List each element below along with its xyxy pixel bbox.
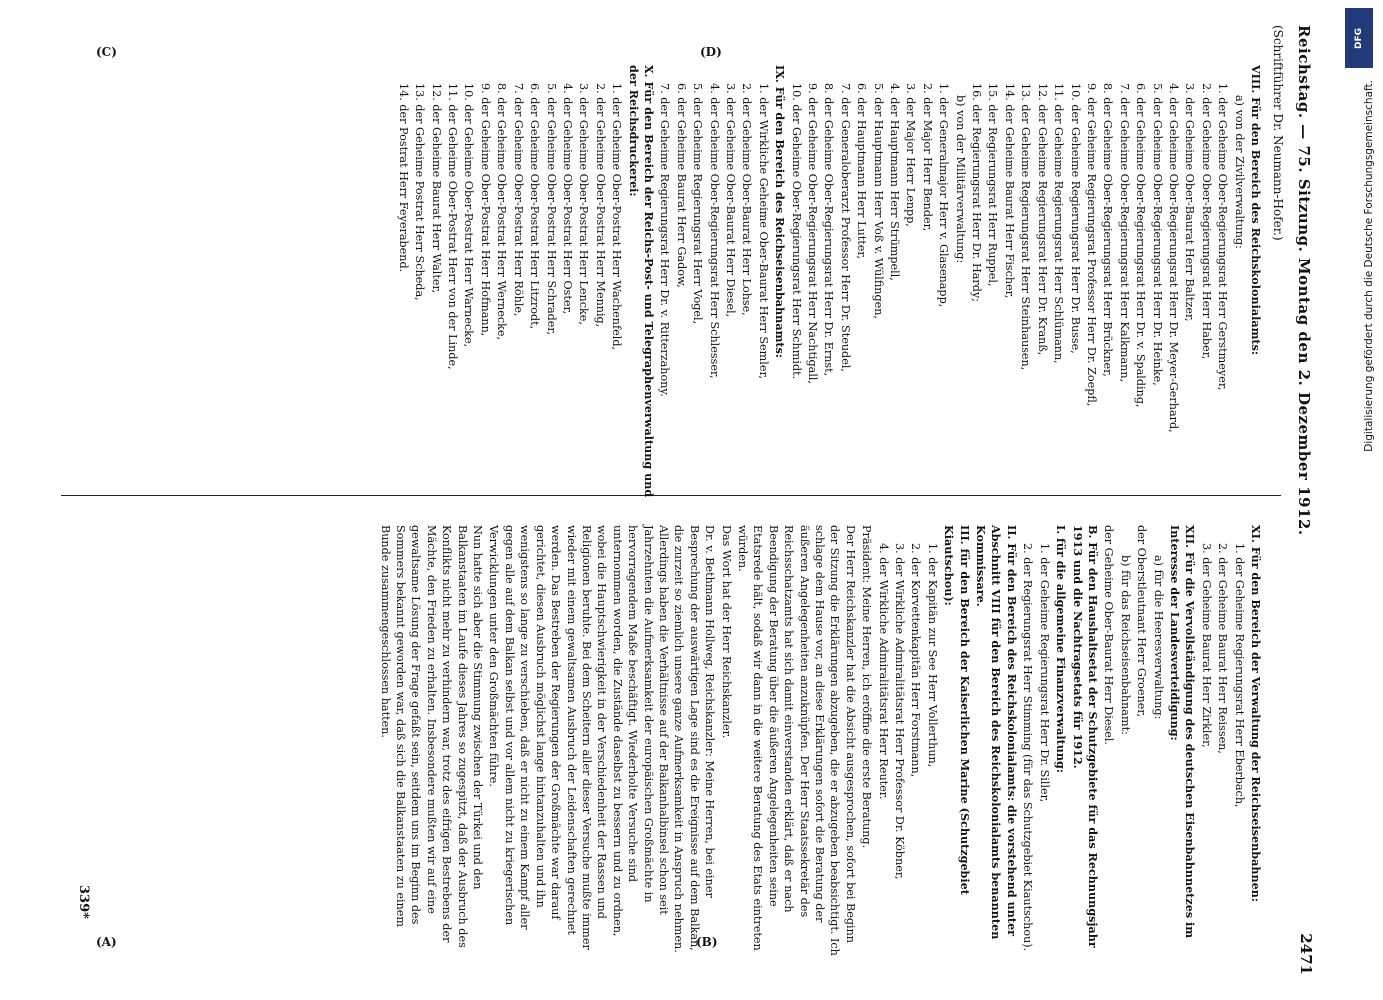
- right-column-line: I. für die allgemeine Finanzverwaltung:: [1054, 525, 1069, 773]
- left-column-line: 8. der Geheime Ober-Postrat Herr Wernecke,: [495, 83, 509, 341]
- left-column-line: 1. der Geheime Ober-Regierungsrat Herr Gerstmeyer,: [1216, 83, 1230, 391]
- left-column-line: 12. der Geheime Regierungsrat Herr Dr. Kranß,: [1035, 83, 1049, 356]
- left-column-line: 1. der Wirkliche Geheime Ober-Baurat Herr Semler,: [756, 83, 770, 380]
- left-column-line: 10. der Geheime Regierungsrat Herr Dr. Busse,: [1068, 83, 1082, 354]
- margin-mark-b: (B): [696, 935, 718, 949]
- right-column-line: der Oberstleutnant Herr Groener,: [1135, 525, 1149, 718]
- right-column-line: Das Wort hat der Herr Reichskanzler.: [719, 525, 733, 739]
- left-column-line: 10. der Geheime Ober-Postrat Herr Warnecke,: [462, 83, 476, 348]
- left-column-line: 15. der Regierungsrat Herr Ruppel,: [986, 83, 1000, 287]
- left-column-line: 9. der Geheime Ober-Postrat Herr Hofmann,: [478, 83, 492, 337]
- left-column-line: 3. der Major Herr Lenpp,: [904, 83, 918, 227]
- right-column-line: 3. der Wirkliche Admiralitätsrat Herr Professor Dr. Köbner,: [893, 543, 907, 880]
- right-column-line: Der Herr Reichskanzler hat die Absicht ausgesprochen, sofort bei Beginn der Sitzung die Erklärungen abzugeben, die er abzugeben beabsichtigt. Ich schlage dem Hause vor, an diese Erklärungen sofort die Beratung der äußeren Angelegenheiten anzuknüpfen. Der Herr Staatssekretär des Reichsschatzamts hat sich damit einverstanden erklärt, daß er nach Beendigung der Beratung über die äußeren Angelegenheiten seine Etatsrede hält, sodaß wir dann in die weitere Beratung des Etats eintreten würden.: [736, 525, 857, 956]
- left-column-line: 6. der Geheime Ober-Postrat Herr Litzrodt,: [528, 83, 542, 330]
- margin-mark-d: (D): [700, 45, 722, 59]
- right-column: [376, 525, 1263, 965]
- left-column-line: 4. der Geheime Ober-Postrat Herr Oster,: [560, 83, 574, 315]
- page-header: [1287, 25, 1321, 975]
- left-column-line: 3. der Geheime Ober-Baurat Herr Baltzer,: [1183, 83, 1197, 322]
- left-column-line: 7. der Geheime Regierungsrat Herr Dr. v. Ritterzahony.: [658, 83, 672, 397]
- left-column-line: 6. der Hauptmann Herr Lutter,: [855, 83, 869, 259]
- left-column-line: 6. der Geheime Baurat Herr Gadow,: [674, 83, 688, 288]
- margin-mark-a: (A): [96, 935, 117, 949]
- left-column-line: 5. der Geheime Ober-Postrat Herr Schrader,: [544, 83, 558, 336]
- right-column-line: XII. Für die Vervollständigung des deutschen Eisenbahnnetzes im Interesse der Landesverteidigung:: [1167, 525, 1198, 939]
- left-column-line: 2. der Geheime Ober-Regierungsrat Herr Haber,: [1199, 83, 1213, 360]
- right-column-line: a) für die Heeresverwaltung:: [1151, 555, 1165, 720]
- right-column-line: 1. der Kapitän zur See Herr Vollerthun,: [925, 543, 939, 768]
- left-column-line: 1. der Geheime Ober-Postrat Herr Wachenfeld,: [610, 83, 624, 351]
- header-title: Reichstag. — 75. Sitzung. Montag den 2. Dezember 1912.: [1295, 25, 1313, 536]
- digitization-credit: Digitalisierung gefördert durch die Deutsche Forschungsgemeinschaft.: [1363, 80, 1375, 452]
- left-column-line: 7. der Geheime Ober-Regierungsrat Herr Kalkmann,: [1117, 83, 1131, 383]
- right-column-line: Nun hatte sich aber die Stimmung zwischen der Türkei und den Balkanstaaten im Laufe dieses Jahres so zugespitzt, daß der Ausbruch des Konflikts nicht mehr zu verhindern war, trotz des eifrigen Bestrebens der Mächte, den Frieden zu erhalten. Insbesondere mußten wir auf eine gewaltsame Lösung der Frage gefaßt sein, seitdem uns im Beginn des Sommers bekannt geworden war, daß sich die Balkanstaaten zu einem Bunde zusammengeschlossen hatten.: [378, 525, 485, 948]
- left-column-line: 13. der Geheime Postrat Herr Scheda,: [413, 83, 427, 301]
- left-column-line: 4. der Hauptmann Herr Strümpell,: [888, 83, 902, 281]
- right-column-line: Präsident: Meine Herren, ich eröffne die erste Beratung.: [860, 525, 874, 849]
- right-column-line: II. Für den Bereich des Reichskolonialamts: die vorstehend unter Abschnitt VIII für den Bereich des Reichskolonialamts benannten Kommissare.: [974, 525, 1019, 940]
- left-column-line: 11. der Geheime Ober-Postrat Herr von der Linde,: [446, 83, 460, 370]
- left-column-line: VIII. Für den Bereich des Reichskolonialamts:: [1249, 65, 1263, 356]
- left-column-line: 8. der Geheime Ober-Regierungsrat Herr Dr. Ernst,: [822, 83, 836, 377]
- dfg-logo: DFG: [1345, 8, 1373, 68]
- left-column-line: 3. der Geheime Ober-Postrat Herr Lencke,: [577, 83, 591, 325]
- left-column-line: 2. der Geheime Ober-Baurat Herr Lohse,: [740, 83, 754, 316]
- left-column-line: 14. der Postrat Herr Feyerabend.: [396, 83, 410, 273]
- right-column-line: B. Für den Haushaltsetat der Schutzgebiete für das Rechnungsjahr 1913 und die Nachtragsetats für 1912.: [1070, 525, 1100, 948]
- page-footer: 339*: [76, 885, 91, 919]
- left-column-line: 9. der Geheime Regierungsrat Professor Herr Dr. Zoepfl,: [1084, 83, 1098, 407]
- left-column-line: 5. der Geheime Ober-Regierungsrat Herr Dr. Heinke,: [1150, 83, 1164, 386]
- left-column-line: X. Für den Bereich der Reichs-Post- und Telegraphenverwaltung und der Reichsdruckerei:: [626, 65, 656, 498]
- right-column-line: b) für das Reichseisenbahnamt:: [1118, 555, 1132, 735]
- left-column-line: 12. der Geheime Baurat Herr Walter,: [429, 83, 443, 294]
- left-column-line: 9. der Geheime Ober-Regierungsrat Herr Nachtigall,: [806, 83, 820, 385]
- left-column-line: 16. der Regierungsrat Herr Dr. Hardy;: [970, 83, 984, 303]
- writer-note: (Schriftführer Dr. Neumann-Hofer.): [1271, 25, 1285, 241]
- right-column-line: 2. der Korvettenkapitän Herr Forstmann,: [909, 543, 923, 778]
- right-column-line: XI. Für den Bereich der Verwaltung der Reichseisenbahnen:: [1249, 525, 1263, 902]
- rotated-page-content: [21, 25, 1321, 975]
- left-column-line: 10. der Geheime Ober-Regierungsrat Herr Schmidt.: [789, 83, 803, 380]
- left-column-line: 6. der Geheime Ober-Regierungsrat Herr Dr. v. Spalding,: [1134, 83, 1148, 408]
- left-column: [394, 65, 1263, 505]
- left-column-line: 11. der Geheime Regierungsrat Herr Schlümann,: [1052, 83, 1066, 364]
- left-column-line: 1. der Generalmajor Herr v. Glasenapp,: [937, 83, 951, 308]
- left-column-line: 5. der Hauptmann Herr Voß v. Wülfingen,: [871, 83, 885, 320]
- left-column-line: b) von der Militärverwaltung:: [953, 95, 967, 264]
- right-column-line: 1. der Geheime Regierungsrat Herr Dr. Siller,: [1037, 543, 1051, 803]
- right-column-line: 4. der Wirkliche Admiralitätsrat Herr Reuter.: [876, 543, 890, 800]
- right-column-line: der Geheime Ober-Baurat Herr Diesel.: [1102, 525, 1116, 745]
- left-column-line: 2. der Major Herr Bender,: [920, 83, 934, 232]
- left-column-line: 4. der Geheime Ober-Regierungsrat Herr Schlesser,: [707, 83, 721, 379]
- left-column-line: 7. der Generaloberarzt Professor Herr Dr. Steudel,: [838, 83, 852, 372]
- left-column-line: 4. der Geheime Ober-Regierungsrat Herr Dr. Meyer-Gerhard,: [1166, 83, 1180, 433]
- left-column-line: 5. der Geheime Regierungsrat Herr Vogel,: [691, 83, 705, 325]
- right-column-line: Dr. v. Bethmann Hollweg, Reichskanzler: Meine Herren, bei einer Besprechung der auswärtigen Lage sind es die Ereignisse auf dem Balkan, die zurzeit so ziemlich unsere ganze Aufmerksamkeit in Anspruch nehmen. Allerdings haben die Verhältnisse auf der Balkanhalbinsel schon seit Jahrzehnten die Aufmerksamkeit der europäischen Großmächte in hervorragendem Maße beschäftigt. Wiederholte Versuche sind unternommen worden, die Zustände daselbst zu bessern und zu ordnen, wobei die Hauptschwierigkeit in der Verschiedenheit der Rassen und Religionen beruhte. Bei dem Scheitern aller dieser Versuche mußte immer wieder mit einem gewaltsamen Ausbruch der Leidenschaften gerechnet werden. Das Bestreben der Regierungen der Großmächte war darauf gerichtet, diesen Ausbruch möglichst lange hintanzuhalten und ihn wenigstens so lange zu verschieben, daß er nicht zu einem Kampf aller gegen alle auf dem Balkan selbst und vor allem nicht zu kriegerischen Verwicklungen unter den Großmächten führe.: [487, 525, 717, 953]
- left-column-line: IX. Für den Bereich des Reichseisenbahnamts:: [773, 65, 788, 358]
- left-column-line: 2. der Geheime Ober-Postrat Herr Mennig,: [593, 83, 607, 328]
- left-column-line: 8. der Geheime Ober-Regierungsrat Herr Brückner,: [1101, 83, 1115, 377]
- right-column-line: 2. der Regierungsrat Herr Stimming (für das Schutzgebiet Kiautschou).: [1021, 543, 1035, 952]
- right-column-line: III. für den Bereich der Kaiserlichen Marine (Schutzgebiet Kiautschou):: [942, 525, 972, 895]
- right-column-line: 3. der Geheime Baurat Herr Zirkler,: [1199, 543, 1213, 748]
- right-column-line: 1. der Geheime Regierungsrat Herr Eberbach,: [1232, 543, 1246, 808]
- left-column-line: 3. der Geheime Ober-Baurat Herr Diesel,: [724, 83, 737, 318]
- header-page-number: 2471: [1297, 933, 1315, 975]
- margin-mark-c: (C): [96, 45, 117, 59]
- left-column-line: a) von der Zivilverwaltung:: [1232, 95, 1246, 249]
- left-column-line: 13. der Geheime Regierungsrat Herr Steinhausen,: [1019, 83, 1033, 371]
- left-column-line: 7. der Geheime Ober-Postrat Herr Röhle,: [511, 83, 525, 317]
- left-column-line: 14. der Geheime Baurat Herr Fischer,: [1002, 83, 1016, 299]
- right-column-line: 2. der Geheime Baurat Herr Reissen,: [1216, 543, 1230, 754]
